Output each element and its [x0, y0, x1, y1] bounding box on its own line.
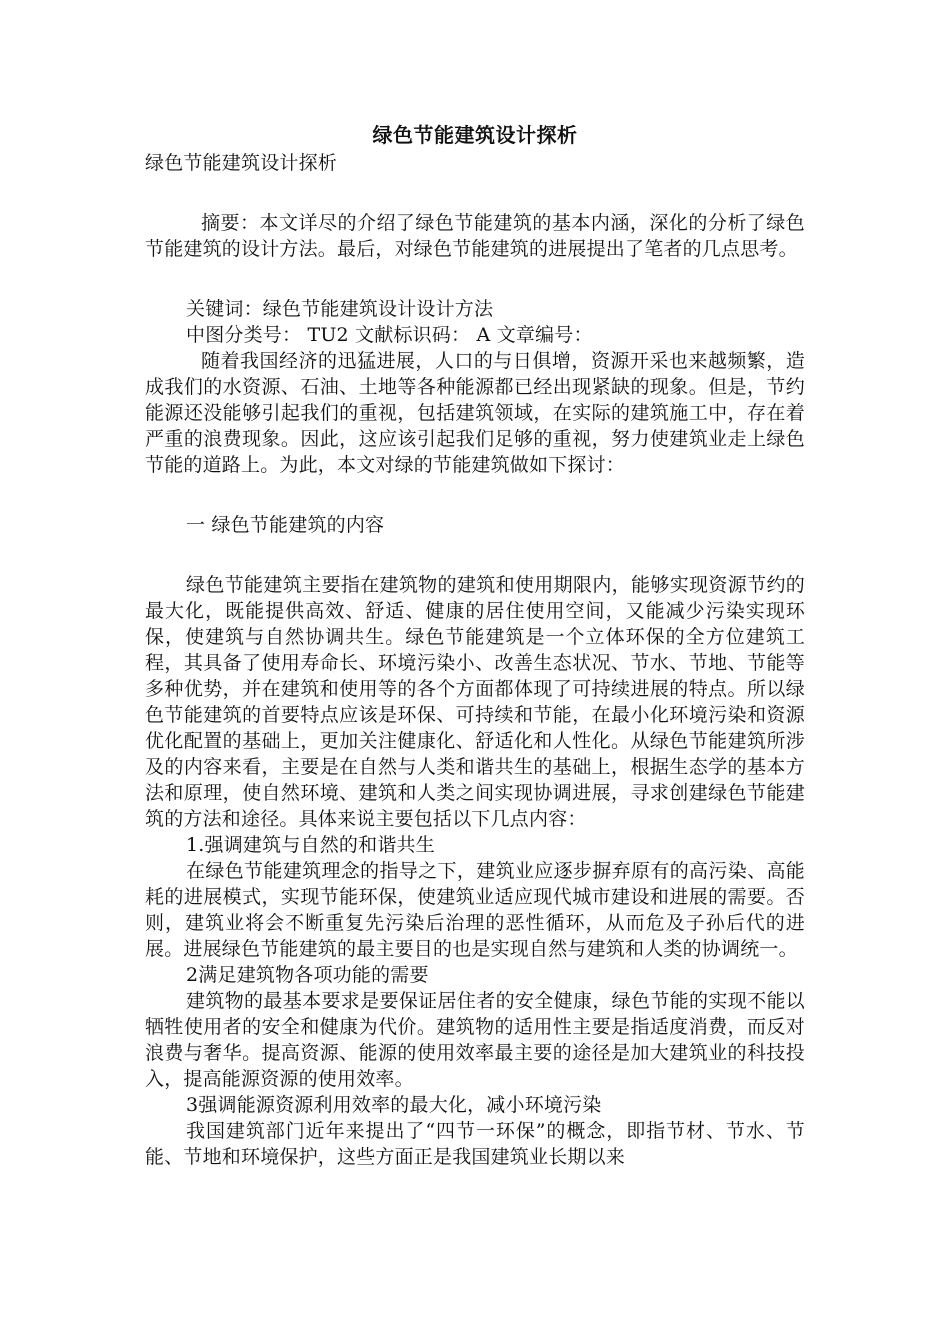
item-heading-3: 3强调能源资源利用效率的最大化，减小环境污染	[186, 1094, 602, 1116]
item-heading-2: 2满足建筑物各项功能的需要	[186, 964, 429, 986]
spacer	[145, 176, 805, 210]
item3-paragraph: 我国建筑部门近年来提出了“四节一环保”的概念，即指节材、节水、节能、节地和环境保护，这些方面正是我国建筑业长期以来	[145, 1120, 805, 1168]
document-subtitle: 绿色节能建筑设计探析	[145, 152, 338, 174]
classification-line: 中图分类号： TU2 文献标识码： A 文章编号：	[186, 324, 593, 346]
spacer	[145, 538, 805, 572]
intro-paragraph: 随着我国经济的迅猛进展，人口的与日俱增，资源开采也来越频繁，造成我们的水资源、石油、土地等各种能源都已经出现紧缺的现象。但是，节约能源还没能够引起我们的重视，包括建筑领域，在实际的建筑施工中，存在着严重的浪费现象。因此，这应该引起我们足够的重视，努力使建筑业走上绿色节能的道路上。为此，本文对绿的节能建筑做如下探讨：	[145, 350, 805, 476]
item1-paragraph: 在绿色节能建筑理念的指导之下，建筑业应逐步摒弃原有的高污染、高能耗的进展模式，实现节能环保，使建筑业适应现代城市建设和进展的需要。否则，建筑业将会不断重复先污染后治理的恶性循环，从而危及子孙后代的进展。进展绿色节能建筑的最主要目的也是实现自然与建筑和人类的协调统一。	[145, 860, 805, 960]
item-heading-1: 1.强调建筑与自然的和谐共生	[186, 834, 435, 856]
abstract-paragraph: 摘要：本文详尽的介绍了绿色节能建筑的基本内涵，深化的分析了绿色节能建筑的设计方法。最后，对绿色节能建筑的进展提出了笔者的几点思考。	[145, 212, 805, 260]
document-page	[145, 120, 805, 1170]
section-heading-1: 一 绿色节能建筑的内容	[186, 514, 385, 536]
spacer	[145, 478, 805, 512]
section1-paragraph: 绿色节能建筑主要指在建筑物的建筑和使用期限内，能够实现资源节约的最大化，既能提供高效、舒适、健康的居住使用空间，又能减少污染实现环保，使建筑与自然协调共生。绿色节能建筑是一个立体环保的全方位建筑工程，其具备了使用寿命长、环境污染小、改善生态状况、节水、节地、节能等多种优势，并在建筑和使用等的各个方面都体现了可持续进展的特点。所以绿色节能建筑的首要特点应该是环保、可持续和节能，在最小化环境污染和资源优化配置的基础上，更加关注健康化、舒适化和人性化。从绿色节能建筑所涉及的内容来看，主要是在自然与人类和谐共生的基础上，根据生态学的基本方法和原理，使自然环境、建筑和人类之间实现协调进展，寻求创建绿色节能建筑的方法和途径。具体来说主要包括以下几点内容：	[145, 574, 805, 830]
document-title: 绿色节能建筑设计探析	[372, 123, 578, 147]
keywords-line: 关键词：绿色节能建筑设计设计方法	[186, 298, 494, 320]
item2-paragraph: 建筑物的最基本要求是要保证居住者的安全健康，绿色节能的实现不能以牺牲使用者的安全和健康为代价。建筑物的适用性主要是指适度消费，而反对浪费与奢华。提高资源、能源的使用效率最主要的途径是加大建筑业的科技投入，提高能源资源的使用效率。	[145, 990, 805, 1090]
spacer	[145, 262, 805, 296]
